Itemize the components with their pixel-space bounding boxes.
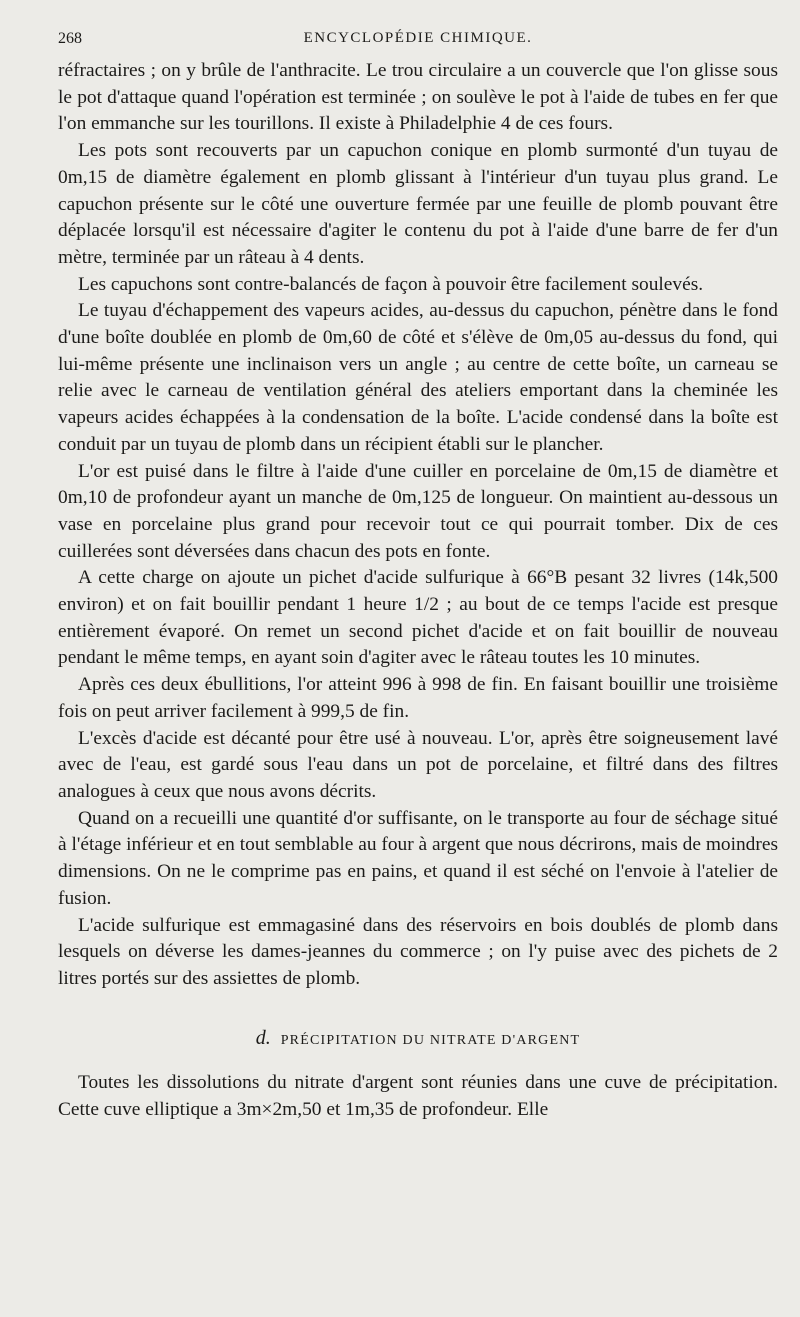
paragraph-9: Quand on a recueilli une quantité d'or suffisante, on le transporte au four de séchage situé à l'étage inférieur et en tout semblable au four à argent que nous décrirons, mais de moindres dimensions. On ne le comprime pas en pains, et quand il est séché on l'envoie à l'atelier de fusion. bbox=[58, 807, 778, 909]
paragraph-3: Les capuchons sont contre-balancés de façon à pouvoir être facilement soulevés. bbox=[78, 273, 704, 295]
running-header bbox=[58, 24, 778, 58]
page-number: 268 bbox=[58, 30, 82, 47]
body-text bbox=[58, 58, 778, 1124]
section-heading bbox=[58, 1025, 778, 1055]
paragraph-4: Le tuyau d'échappement des vapeurs acides, au-dessus du capuchon, pénètre dans le fond d'une boîte doublée en plomb de 0m,60 de côté et s'élève de 0m,05 au-dessus du fond, qui lui-même présente une inclinaison vers un angle ; au centre de cette boîte, un carneau se relie avec le carneau de ventilation général des ateliers emportant dans la cheminée les vapeurs acides échappées à la condensation de la boîte. L'acide condensé dans la boîte est conduit par un tuyau de plomb dans un récipient établi sur le plancher. bbox=[58, 300, 778, 455]
section-title: PRÉCIPITATION DU NITRATE D'ARGENT bbox=[280, 1032, 581, 1048]
paragraph-5: L'or est puisé dans le filtre à l'aide d'une cuiller en porcelaine de 0m,15 de diamètre et 0m,10 de profondeur ayant un manche de 0m,125 de longueur. On maintient au-dessous un vase en porcelaine plus grand pour recevoir tout ce qui pourrait tomber. Dix de ces cuillerées sont déversées dans chacun des pots en fonte. bbox=[58, 460, 778, 562]
closing-paragraph: Toutes les dissolutions du nitrate d'argent sont réunies dans une cuve de précipitation. Cette cuve elliptique a 3m×2m,50 et 1m,35 de profondeur. Elle bbox=[58, 1072, 778, 1121]
paragraph-2: Les pots sont recouverts par un capuchon conique en plomb surmonté d'un tuyau de 0m,15 de diamètre également en plomb glissant à l'intérieur d'un tuyau plus grand. Le capuchon présente sur le côté une ouverture fermée par une feuille de plomb pouvant être déplacée lorsqu'il est nécessaire d'agiter le contenu du pot à l'aide d'une barre de fer d'un mètre, terminée par un râteau à 4 dents. bbox=[58, 140, 778, 268]
paragraph-10: L'acide sulfurique est emmagasiné dans des réservoirs en bois doublés de plomb dans lesquels on déverse les dames-jeannes du commerce ; on l'y puise avec des pichets de 2 litres portés sur des assiettes de plomb. bbox=[58, 914, 778, 989]
paragraph-6: A cette charge on ajoute un pichet d'acide sulfurique à 66°B pesant 32 livres (14k,500 environ) et on fait bouillir pendant 1 heure 1/2 ; au bout de ce temps l'acide est presque entièrement évaporé. On remet un second pichet d'acide et on fait bouillir de nouveau pendant le même temps, en ayant soin d'agiter avec le râteau toutes les 10 minutes. bbox=[58, 567, 778, 669]
section-letter: d. bbox=[255, 1026, 271, 1049]
paragraph-7: Après ces deux ébullitions, l'or atteint 996 à 998 de fin. En faisant bouillir une troisième fois on peut arriver facilement à 999,5 de fin. bbox=[58, 674, 778, 722]
paragraph-8: L'excès d'acide est décanté pour être usé à nouveau. L'or, après être soigneusement lavé avec de l'eau, est gardé sous l'eau dans un pot de porcelaine, et filtré dans des filtres analogues à ceux que nous avons décrits. bbox=[58, 727, 778, 802]
paragraph-1: réfractaires ; on y brûle de l'anthracite. Le trou circulaire a un couvercle que l'on glisse sous le pot d'attaque quand l'opération est terminée ; on soulève le pot à l'aide de tubes en fer que l'on emmanche sur les tourillons. Il existe à Philadelphie 4 de ces fours. bbox=[58, 60, 778, 135]
running-title: ENCYCLOPÉDIE CHIMIQUE. bbox=[303, 30, 533, 46]
